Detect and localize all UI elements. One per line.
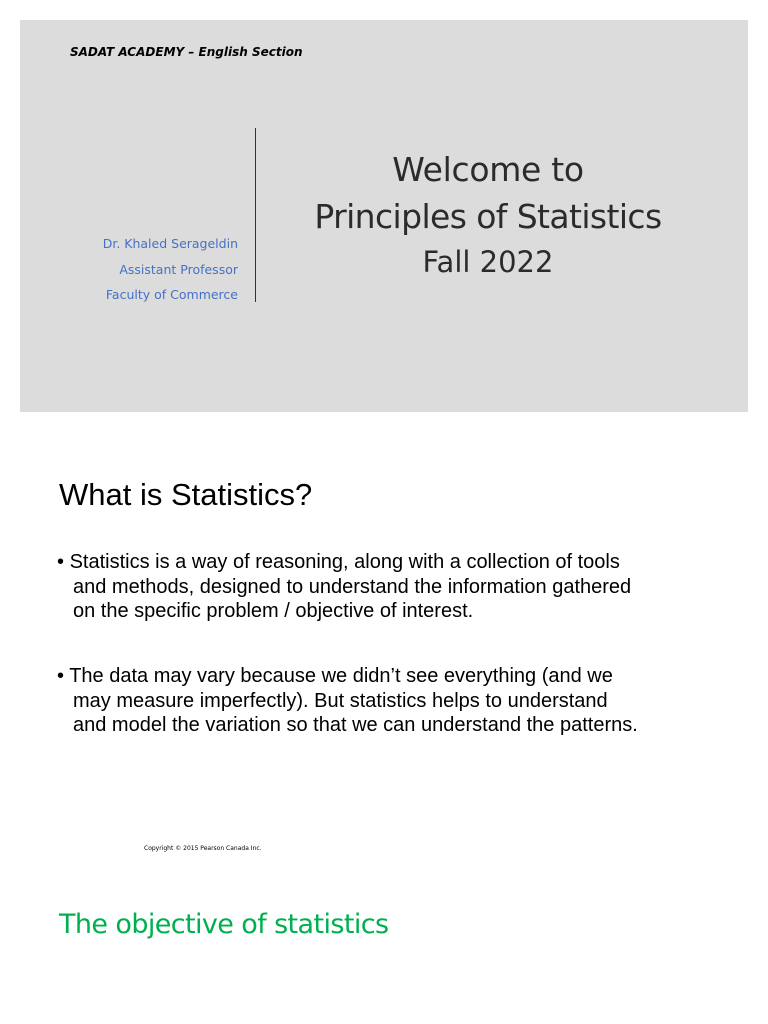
presenter-name: Dr. Khaled Serageldin <box>102 236 238 251</box>
bullet-line: and model the variation so that we can understand the patterns. <box>73 714 638 736</box>
bullet-text: The data may vary because we didn’t see everything (and we <box>69 665 613 687</box>
what-is-statistics-slide <box>0 412 768 862</box>
bullet-marker: • <box>57 551 65 573</box>
objective-slide-title: The objective of statistics <box>59 909 389 940</box>
slide-header: SADAT ACADEMY – English Section <box>70 45 303 59</box>
title-semester: Fall 2022 <box>422 245 554 279</box>
bullet-line <box>57 664 747 689</box>
presenter-position: Assistant Professor <box>119 261 238 277</box>
bullet-line: may measure imperfectly). But statistics helps to understand <box>73 689 608 712</box>
course-title <box>282 146 694 284</box>
title-course-name: Principles of Statistics <box>314 197 662 236</box>
vertical-divider <box>255 128 256 302</box>
bullet-line <box>57 550 747 575</box>
slide-title: What is Statistics? <box>59 477 313 512</box>
title-slide <box>20 20 748 412</box>
title-welcome: Welcome to <box>392 150 584 189</box>
bullet-item <box>57 550 747 624</box>
presenter-faculty: Faculty of Commerce <box>105 287 238 302</box>
bullet-text: Statistics is a way of reasoning, along with a collection of tools <box>64 551 620 573</box>
bullet-item <box>57 664 747 738</box>
bullet-marker: • <box>57 665 65 687</box>
bullet-line: and methods, designed to understand the information gathered <box>73 575 632 598</box>
copyright-notice: Copyright © 2015 Pearson Canada Inc. <box>144 845 262 852</box>
bullet-line: on the specific problem / objective of interest. <box>73 600 474 622</box>
presenter-info <box>60 231 238 308</box>
